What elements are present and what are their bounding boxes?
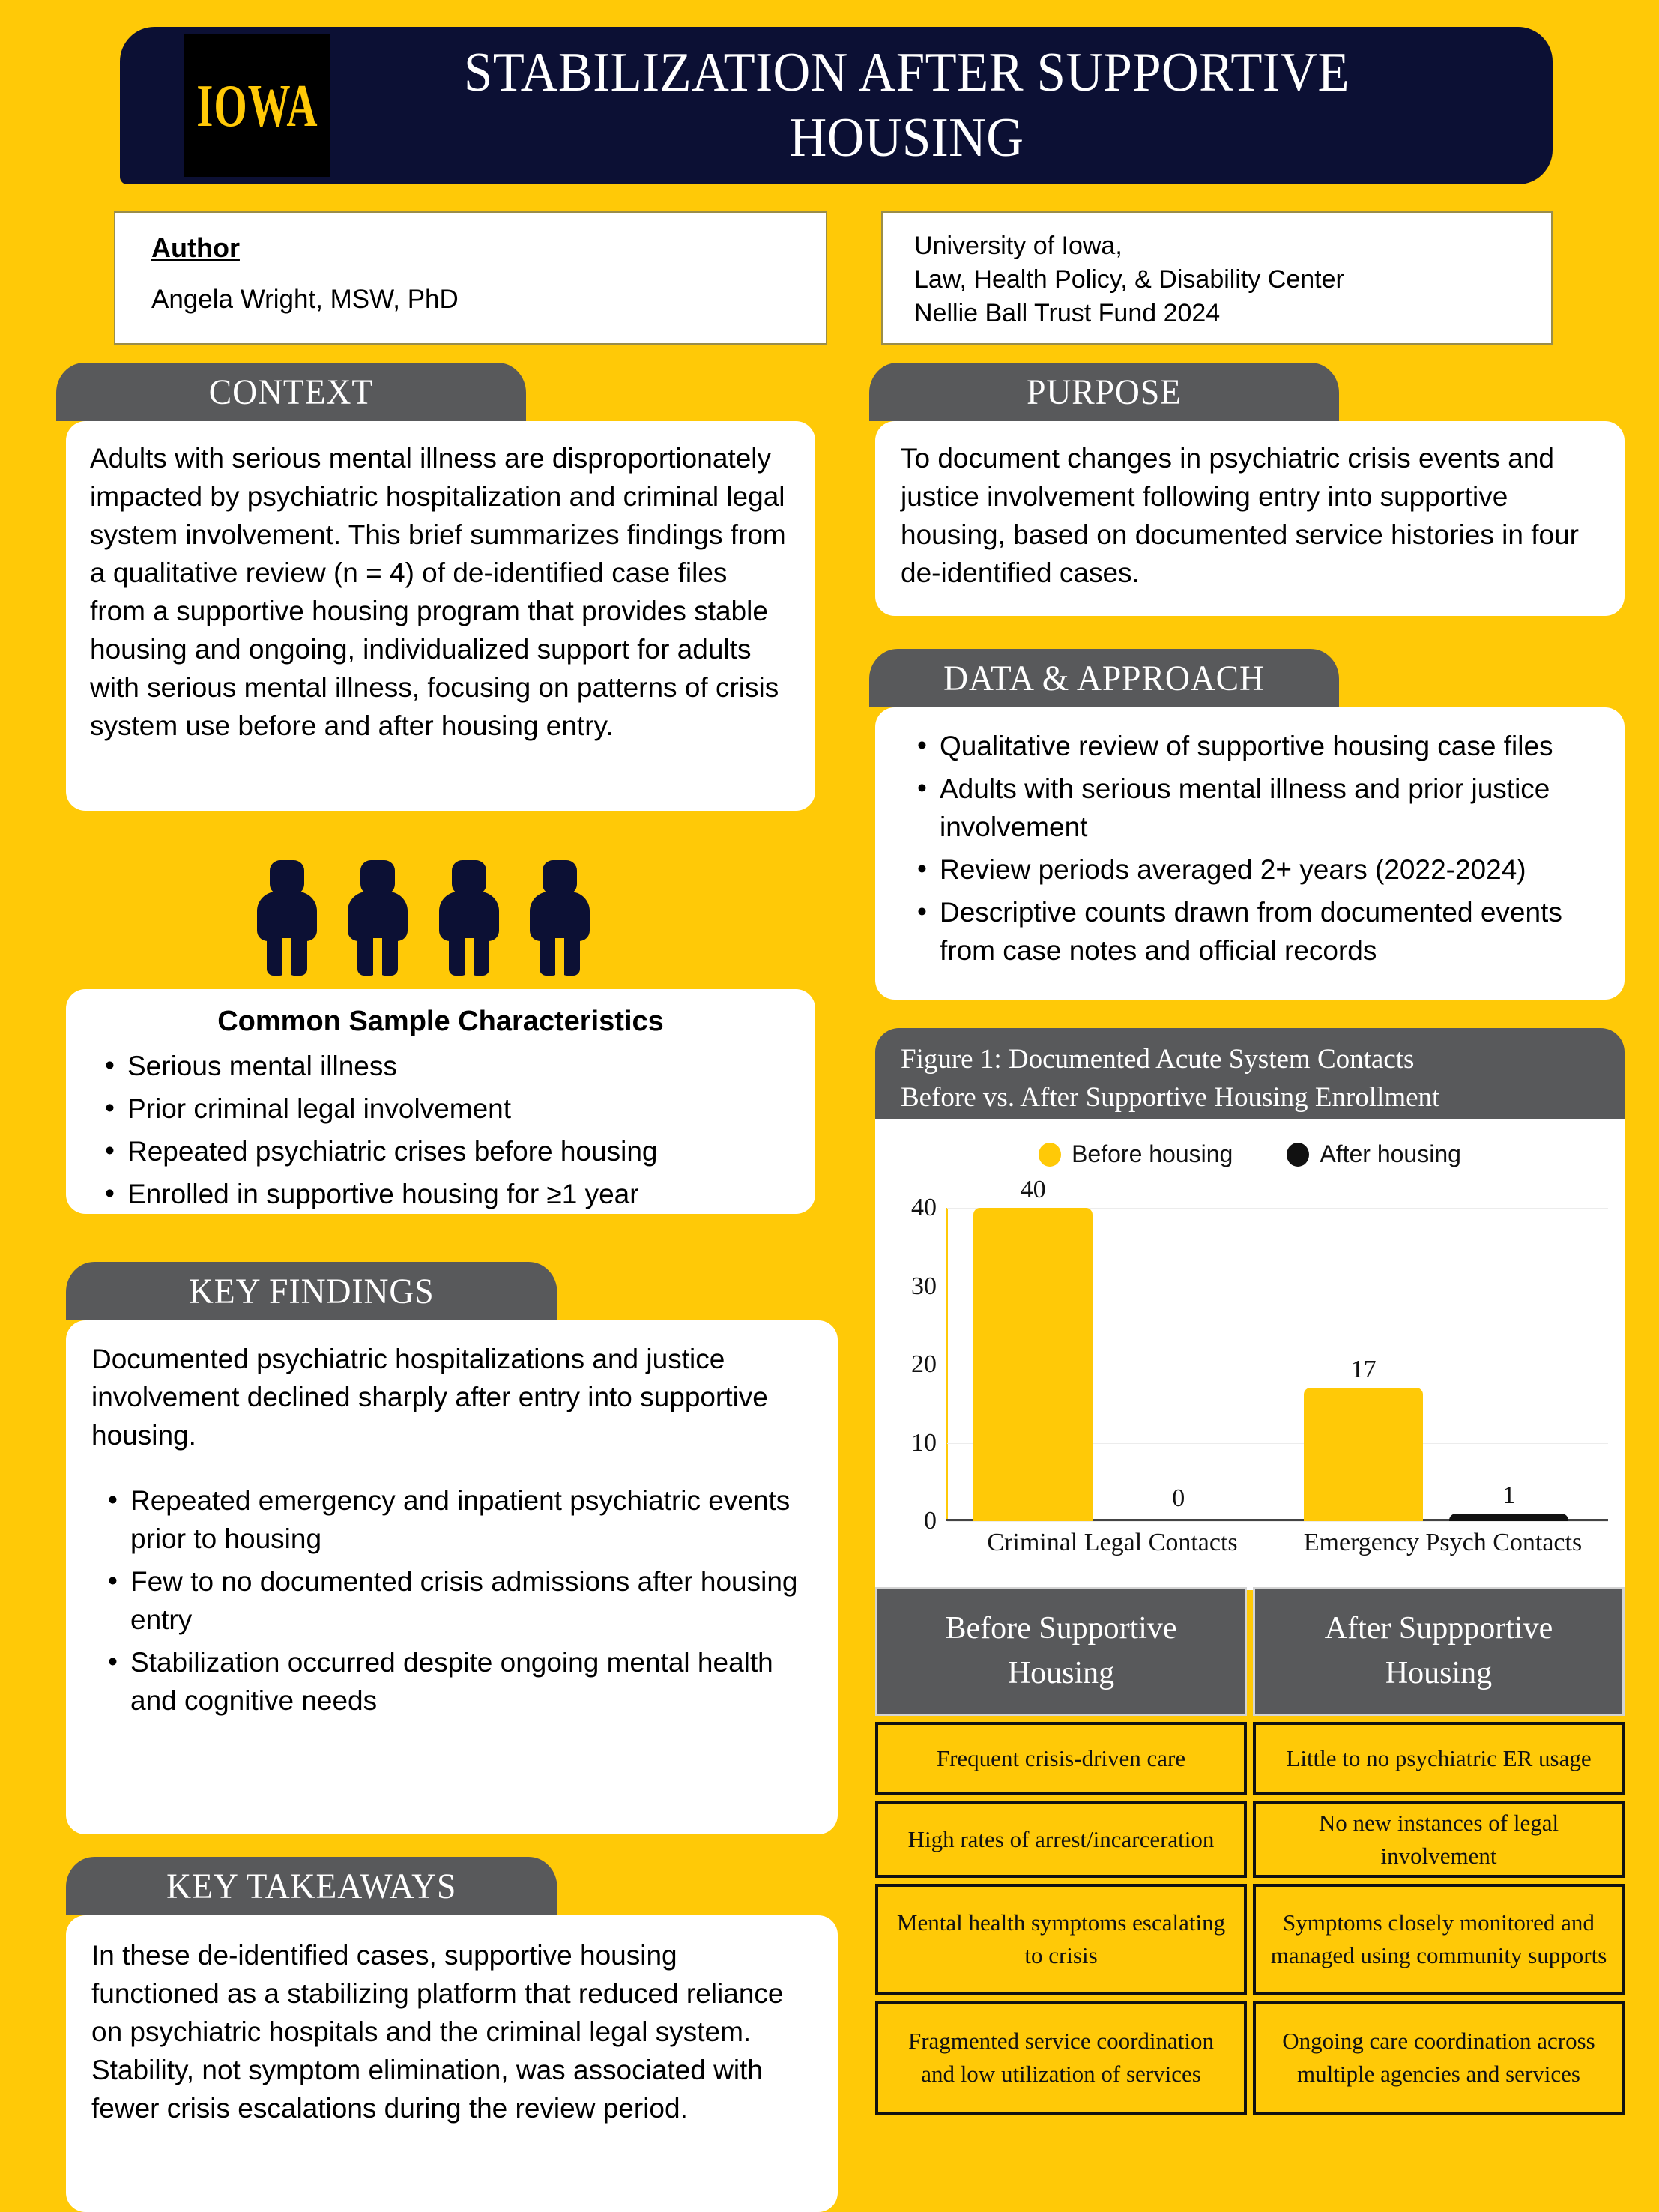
- author-label: Author: [151, 232, 240, 263]
- chart-y-tick-label: 0: [924, 1507, 937, 1535]
- iowa-logo-text: IOWA: [196, 71, 318, 139]
- list-item: • Adults with serious mental illness and prior justice involvement: [940, 770, 1599, 846]
- purpose-body: To document changes in psychiatric crisis events and justice involvement following entry into supportive housing, based on documented service histories in four de-identified cases.: [901, 443, 1579, 589]
- chart-y-tick-label: 10: [911, 1428, 937, 1457]
- legend-item-before: [1039, 1140, 1233, 1168]
- legend-label-before: Before housing: [1072, 1140, 1233, 1167]
- comparison-cell-after: Ongoing care coordination across multiple agencies and services: [1253, 2001, 1625, 2115]
- page-title: STABILIZATION AFTER SUPPORTIVE HOUSING: [464, 41, 1350, 169]
- chart-y-tick-label: 40: [911, 1194, 937, 1221]
- comparison-cell-after: No new instances of legal involvement: [1253, 1801, 1625, 1878]
- sample-characteristics-title: Common Sample Characteristics: [217, 1006, 664, 1037]
- person-icon: [255, 860, 319, 974]
- context-body: Adults with serious mental illness are disproportionately impacted by psychiatric hospitalization and criminal legal system involvement. This brief summarizes findings from a qualitative review (n = 4) of de-identified case files from a supportive housing program that provides stable housing and ongoing, individualized support for adults with serious mental illness, focusing on patterns of crisis system use before and after housing entry.: [90, 443, 786, 742]
- data-approach-list: [901, 727, 1599, 970]
- chart-plot-area: [911, 1176, 1608, 1556]
- iowa-logo: [184, 34, 330, 177]
- comparison-cell-before: Mental health symptoms escalating to crisis: [875, 1884, 1247, 1995]
- section-header-context: CONTEXT: [56, 363, 526, 421]
- comparison-cell-before: High rates of arrest/incarceration: [875, 1801, 1247, 1878]
- chart-bar: [1449, 1481, 1568, 1521]
- affiliation-line-2: Law, Health Policy, & Disability Center: [914, 265, 1344, 294]
- comparison-cell-before: Fragmented service coordination and low utilization of services: [875, 2001, 1247, 2115]
- comparison-header-before: Before Supportive Housing: [875, 1587, 1247, 1716]
- sample-characteristics-card: [66, 989, 815, 1214]
- legend-item-after: [1287, 1140, 1461, 1168]
- section-header-key-findings: KEY FINDINGS: [66, 1262, 557, 1320]
- chart-bar-value-label: 17: [1350, 1356, 1377, 1384]
- list-item: • Descriptive counts drawn from documented events from case notes and official records: [940, 893, 1599, 970]
- key-findings-list: [91, 1481, 812, 1720]
- comparison-cell-before: Frequent crisis-driven care: [875, 1722, 1247, 1795]
- section-header-purpose: PURPOSE: [869, 363, 1339, 421]
- affiliation-box: [881, 211, 1553, 345]
- chart-x-tick-label: Criminal Legal Contacts: [987, 1529, 1238, 1556]
- list-item: • Serious mental illness: [127, 1047, 793, 1085]
- legend-swatch-before-icon: [1039, 1143, 1061, 1167]
- legend-label-after: After housing: [1320, 1140, 1461, 1167]
- list-item: • Prior criminal legal involvement: [127, 1090, 793, 1128]
- figure-1-title-line-1: Figure 1: Documented Acute System Contacts: [901, 1044, 1415, 1075]
- figure-1-title-line-2: Before vs. After Supportive Housing Enrollment: [901, 1082, 1440, 1113]
- comparison-cell-after: Little to no psychiatric ER usage: [1253, 1722, 1625, 1795]
- author-box: [114, 211, 827, 345]
- sample-characteristics-list: [88, 1047, 793, 1213]
- person-icon: [437, 860, 501, 974]
- key-findings-card: [66, 1320, 838, 1834]
- section-header-data-approach: DATA & APPROACH: [869, 649, 1339, 707]
- list-item: • Enrolled in supportive housing for ≥1 year: [127, 1175, 793, 1213]
- affiliation-line-1: University of Iowa,: [914, 232, 1122, 260]
- figure-1-title: [875, 1028, 1625, 1119]
- chart-y-tick-label: 20: [911, 1350, 937, 1378]
- list-item: • Review periods averaged 2+ years (2022-2024): [940, 850, 1599, 889]
- chart-bar: [1304, 1356, 1423, 1521]
- chart-bar-group: [947, 1176, 1278, 1556]
- list-item: • Stabilization occurred despite ongoing mental health and cognitive needs: [130, 1643, 812, 1720]
- chart-bar-value-label: 40: [1020, 1176, 1046, 1203]
- chart-legend: [875, 1119, 1625, 1168]
- list-item: • Qualitative review of supportive housing case files: [940, 727, 1599, 765]
- author-name: Angela Wright, MSW, PhD: [151, 285, 459, 314]
- chart-x-tick-label: Emergency Psych Contacts: [1303, 1529, 1583, 1556]
- person-icon: [528, 860, 592, 974]
- chart-bar-value-label: 0: [1172, 1484, 1185, 1512]
- sample-people-icons: [255, 854, 592, 974]
- figure-1-chart: [875, 1119, 1625, 1590]
- chart-bar: [973, 1176, 1093, 1521]
- comparison-cell-after: Symptoms closely monitored and managed using community supports: [1253, 1884, 1625, 1995]
- context-card: [66, 421, 815, 811]
- comparison-header-after: After Suppportive Housing: [1253, 1587, 1625, 1716]
- key-takeaways-card: [66, 1915, 838, 2212]
- poster-header: [120, 27, 1553, 184]
- purpose-card: [875, 421, 1625, 616]
- chart-y-tick-label: 30: [911, 1272, 937, 1300]
- data-approach-card: [875, 707, 1625, 1000]
- key-takeaways-body: In these de-identified cases, supportive housing functioned as a stabilizing platform that reduced reliance on psychiatric hospitals and the criminal legal system. Stability, not symptom elimination, was associated with fewer crisis escalations during the review period.: [91, 1940, 784, 2124]
- list-item: • Repeated emergency and inpatient psychiatric events prior to housing: [130, 1481, 812, 1558]
- list-item: • Repeated psychiatric crises before housing: [127, 1132, 793, 1170]
- key-findings-lead: Documented psychiatric hospitalizations and justice involvement declined sharply after entry into supportive housing.: [91, 1344, 768, 1451]
- chart-bar-value-label: 1: [1502, 1481, 1516, 1509]
- list-item: • Few to no documented crisis admissions after housing entry: [130, 1562, 812, 1639]
- section-header-key-takeaways: KEY TAKEAWAYS: [66, 1857, 557, 1915]
- comparison-table: [875, 1587, 1625, 2115]
- chart-bar-group: [1278, 1208, 1608, 1556]
- affiliation-line-3: Nellie Ball Trust Fund 2024: [914, 298, 1221, 327]
- legend-swatch-after-icon: [1287, 1143, 1309, 1167]
- chart-gridline: [947, 1521, 1608, 1522]
- person-icon: [345, 860, 410, 974]
